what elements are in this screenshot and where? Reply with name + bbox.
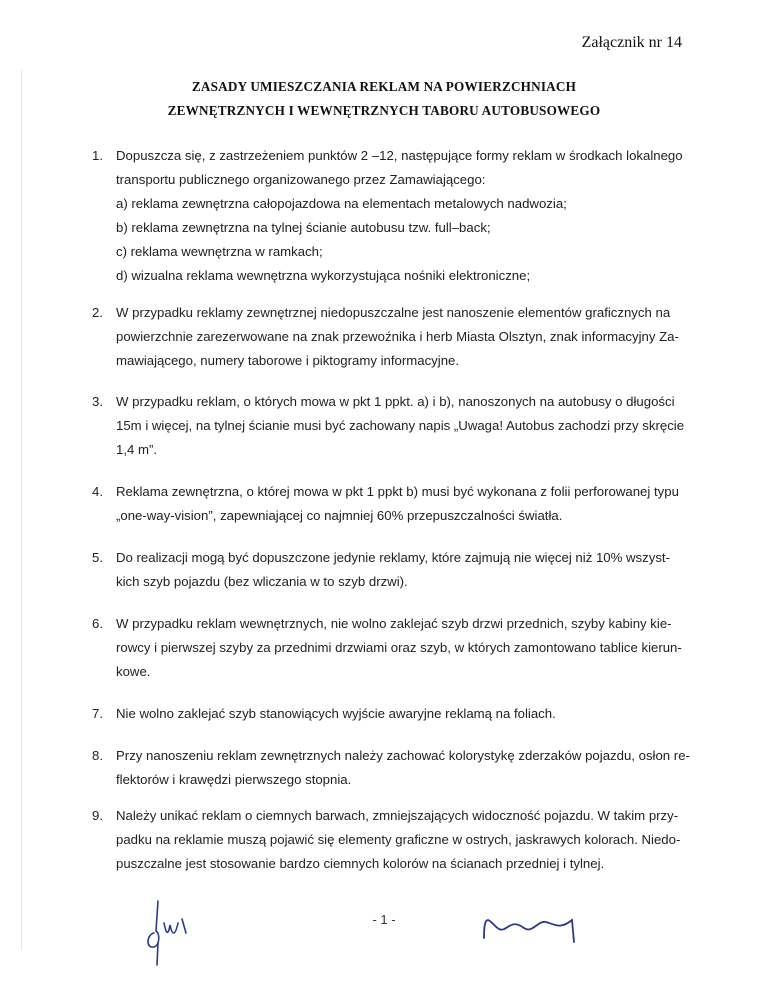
item-number: 5. <box>92 550 103 565</box>
item-line: W przypadku reklam wewnętrznych, nie wolno zaklejać szyb drzwi przednich, szyby kabiny kie- <box>116 616 672 631</box>
item-line: padku na reklamie muszą pojawić się elementy graficzne w ostrych, jaskrawych kolorach. Niedo- <box>116 832 681 847</box>
item-number: 6. <box>92 616 103 631</box>
item-line: W przypadku reklam, o których mowa w pkt 1 ppkt. a) i b), nanoszonych na autobusy o długości <box>116 394 675 409</box>
item-line: Dopuszcza się, z zastrzeżeniem punktów 2 –12, następujące formy reklam w środkach lokalnego <box>116 148 683 163</box>
item-line: kowe. <box>116 664 151 679</box>
item-line: flektorów i krawędzi pierwszego stopnia. <box>116 772 352 787</box>
item-line: Reklama zewnętrzna, o której mowa w pkt 1 ppkt b) musi być wykonana z folii perforowanej typu <box>116 484 679 499</box>
document-title-line-1: ZASADY UMIESZCZANIA REKLAM NA POWIERZCHNIACH <box>191 79 577 94</box>
item-line: Do realizacji mogą być dopuszczone jedynie reklamy, które zajmują nie więcej niż 10% wszyst- <box>116 550 670 565</box>
item-number: 7. <box>92 706 103 721</box>
item-number: 4. <box>92 484 103 499</box>
item-subpoint: a) reklama zewnętrzna całopojazdowa na elementach metalowych nadwozia; <box>116 196 567 211</box>
item-subpoint: c) reklama wewnętrzna w ramkach; <box>116 244 323 259</box>
item-number: 2. <box>92 305 103 320</box>
item-line: 1,4 m”. <box>116 442 158 457</box>
item-line: mawiającego, numery taborowe i piktogramy informacyjne. <box>116 353 460 368</box>
item-subpoint: d) wizualna reklama wewnętrzna wykorzystująca nośniki elektroniczne; <box>116 268 531 283</box>
item-line: powierzchnie zarezerwowane na znak przewoźnika i herb Miasta Olsztyn, znak informacyjny Za- <box>116 329 679 344</box>
item-line: Nie wolno zaklejać szyb stanowiących wyjście awaryjne reklamą na foliach. <box>116 706 556 721</box>
item-line: „one-way-vision”, zapewniającej co najmniej 60% przepuszczalności światła. <box>116 508 563 523</box>
signature-right <box>476 906 584 946</box>
item-number: 1. <box>92 148 103 163</box>
scan-edge-line <box>21 70 22 950</box>
item-line: rowcy i pierwszej szyby za przednimi drzwiami oraz szyb, w których zamontowano tablice kierun- <box>116 640 682 655</box>
item-line: kich szyb pojazdu (bez wliczania w to szyb drzwi). <box>116 574 408 589</box>
item-line: puszczalne jest stosowanie bardzo ciemnych kolorów na ścianach przedniej i tylnej. <box>116 856 605 871</box>
page-number: - 1 - <box>372 912 396 927</box>
item-line: W przypadku reklamy zewnętrznej niedopuszczalne jest nanoszenie elementów graficznych na <box>116 305 671 320</box>
attachment-label: Załącznik nr 14 <box>581 34 682 51</box>
document-title-line-2: ZEWNĘTRZNYCH I WEWNĘTRZNYCH TABORU AUTOBUSOWEGO <box>167 103 601 118</box>
item-line: transportu publicznego organizowanego przez Zamawiającego: <box>116 172 486 187</box>
item-number: 3. <box>92 394 103 409</box>
item-number: 8. <box>92 748 103 763</box>
item-subpoint: b) reklama zewnętrzna na tylnej ścianie autobusu tzw. full–back; <box>116 220 491 235</box>
item-line: Należy unikać reklam o ciemnych barwach, zmniejszających widoczność pojazdu. W takim przy- <box>116 808 679 823</box>
signature-left <box>142 893 200 968</box>
item-number: 9. <box>92 808 103 823</box>
item-line: 15m i więcej, na tylnej ścianie musi być zachowany napis „Uwaga! Autobus zachodzi przy skręcie <box>116 418 685 433</box>
item-line: Przy nanoszeniu reklam zewnętrznych należy zachować kolorystykę zderzaków pojazdu, osłon re- <box>116 748 690 763</box>
